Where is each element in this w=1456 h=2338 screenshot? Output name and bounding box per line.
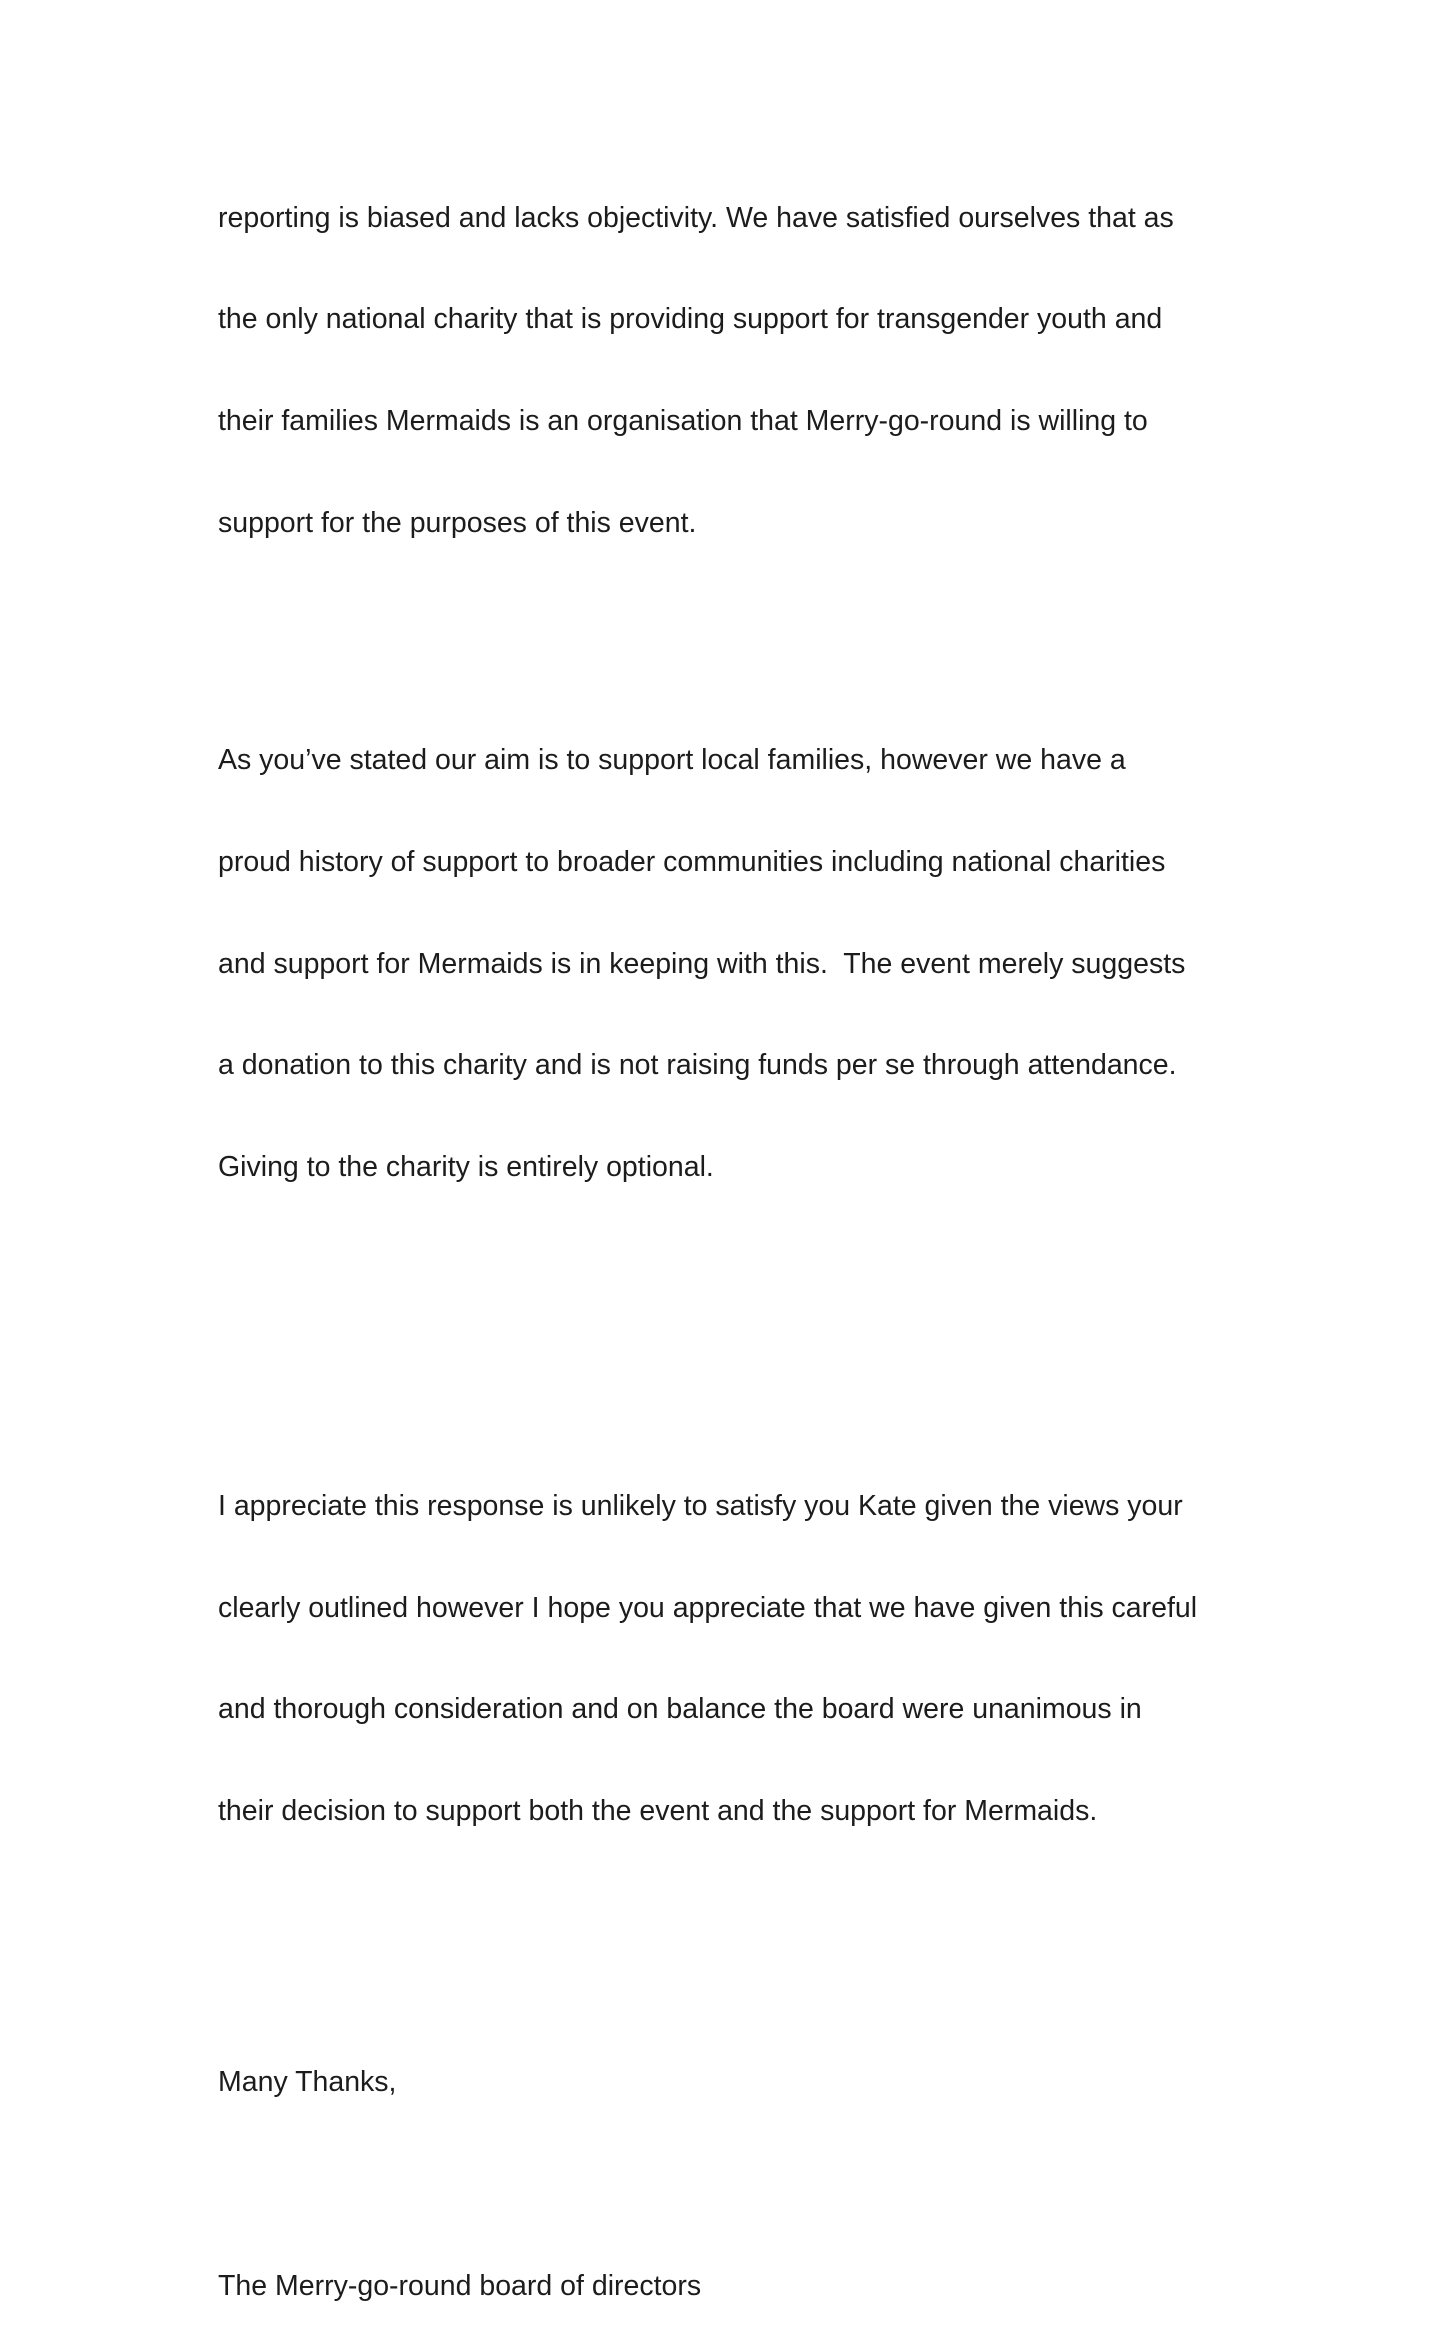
letter-body	[218, 66, 1258, 2338]
paragraph-2	[218, 676, 1258, 1252]
text-line: their decision to support both the event and the support for Mermaids.	[218, 1795, 1098, 1828]
text-line: clearly outlined however I hope you appreciate that we have given this careful	[218, 1591, 1198, 1624]
text-line: a donation to this charity and is not raising funds per se through attendance.	[218, 1049, 1177, 1082]
signature: The Merry-go-round board of directors	[218, 2269, 702, 2302]
text-line: As you’ve stated our aim is to support local families, however we have a	[218, 744, 1126, 777]
paragraph-1	[218, 134, 1258, 609]
paragraph-spacer	[218, 2168, 1258, 2202]
text-line: and support for Mermaids is in keeping with this. The event merely suggests	[218, 947, 1186, 980]
text-line: I appreciate this response is unlikely to satisfy you Kate given the views your	[218, 1490, 1183, 1523]
text-line: their families Mermaids is an organisation that Merry-go-round is willing to	[218, 405, 1148, 438]
paragraph-spacer	[218, 1321, 1258, 1355]
text-line: and thorough consideration and on balance the board were unanimous in	[218, 1693, 1142, 1726]
text-line: support for the purposes of this event.	[218, 506, 697, 539]
text-line: proud history of support to broader communities including national charities	[218, 845, 1166, 878]
paragraph-spacer	[218, 1965, 1258, 1999]
closing: Many Thanks,	[218, 2066, 397, 2099]
text-line: Giving to the charity is entirely optional.	[218, 1151, 714, 1183]
text-line: the only national charity that is providing support for transgender youth and	[218, 303, 1163, 336]
text-line: reporting is biased and lacks objectivity. We have satisfied ourselves that as	[218, 201, 1174, 234]
paragraph-3	[218, 1422, 1258, 1897]
